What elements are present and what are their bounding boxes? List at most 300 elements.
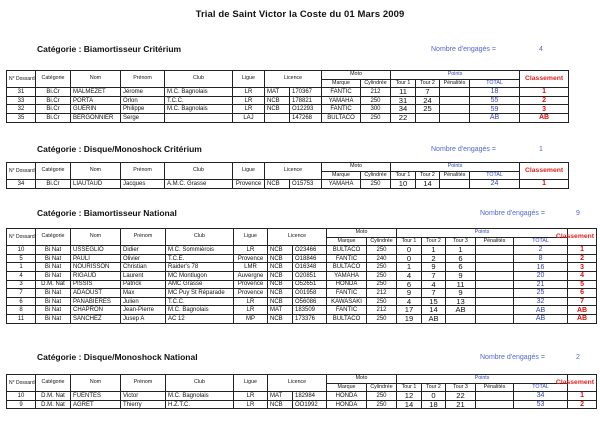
cell-club: H.Z.T.C.	[166, 400, 234, 409]
cell-cat: Bi Nat	[36, 246, 71, 255]
cell-ligue: LR	[234, 297, 268, 306]
cell-t2: AB	[422, 314, 446, 323]
cell-prenom: Philippe	[121, 105, 165, 114]
cell-nom: PISSIS	[71, 280, 121, 289]
header-dossard: N° Dossard	[7, 375, 36, 392]
cell-dossard: 9	[7, 400, 36, 409]
cell-lic2: O18846	[293, 254, 327, 263]
header-tour3: Tour 3	[446, 237, 476, 246]
cell-dossard: 34	[7, 180, 36, 189]
cell-rank: 6	[568, 289, 597, 298]
header-points: Points	[391, 71, 520, 80]
header-classement: Classement	[520, 163, 569, 180]
cell-total: 8	[514, 254, 568, 263]
cell-nom: BERGONNIER	[71, 113, 121, 122]
cell-t1: 4	[397, 297, 422, 306]
cell-pen	[440, 113, 470, 122]
cell-ligue: LAJ	[233, 113, 265, 122]
header-nom: Nom	[71, 229, 121, 246]
cell-marque: FANTIC	[327, 306, 367, 315]
cell-t2: 24	[416, 96, 440, 105]
cell-nom: GUERIN	[71, 105, 121, 114]
cell-t2: 7	[416, 88, 440, 97]
engages-value: 2	[576, 354, 580, 361]
header-penalites: Pénalités	[476, 383, 514, 392]
cell-t1: 31	[391, 96, 416, 105]
cell-cyl: 250	[361, 180, 391, 189]
header-marque: Marque	[327, 383, 367, 392]
cell-t1: 22	[391, 113, 416, 122]
cell-lic1: NCB	[268, 246, 293, 255]
header-penalites: Pénalités	[476, 237, 514, 246]
cell-marque: YAMAHA	[322, 96, 361, 105]
cell-cat: Bi Nat	[36, 263, 71, 272]
cell-lic1: NCB	[268, 289, 293, 298]
cell-rank: 1	[520, 180, 569, 189]
cell-lic2: 182984	[293, 392, 327, 401]
cell-ligue: LMR	[234, 263, 268, 272]
cell-lic2: 178821	[290, 96, 322, 105]
cell-cat: Bi Nat	[36, 297, 71, 306]
header-points: Points	[397, 229, 568, 238]
cell-rank: 2	[568, 400, 597, 409]
cell-cyl: 250	[367, 280, 397, 289]
cell-prenom: Christian	[121, 263, 166, 272]
table-row	[7, 246, 597, 255]
engages-label: Nombre d'engagés =	[480, 210, 545, 217]
header-points: Points	[391, 163, 520, 172]
cell-prenom: Jérome	[121, 88, 165, 97]
category-title: Catégorie : Disque/Monoshock National	[37, 352, 198, 362]
cell-club: Raider's 78	[166, 263, 234, 272]
cell-club: M.C. Bagnolais	[165, 88, 233, 97]
cell-rank: AB	[568, 314, 597, 323]
cell-prenom: Jacques	[121, 180, 165, 189]
cell-ligue: LR	[233, 88, 265, 97]
cell-marque: HONDA	[327, 400, 367, 409]
cell-lic1: NCB	[265, 180, 290, 189]
cell-dossard: 32	[7, 105, 36, 114]
cell-pen	[440, 88, 470, 97]
cell-t3: 13	[446, 297, 476, 306]
cell-prenom: Jusep A	[121, 314, 166, 323]
cell-total: 16	[514, 263, 568, 272]
table-row	[7, 263, 597, 272]
cell-prenom: Patrick	[121, 280, 166, 289]
cell-prenom: Victor	[121, 392, 166, 401]
header-licence: Licence	[265, 163, 322, 180]
cell-t2: 9	[422, 263, 446, 272]
table-row	[7, 392, 597, 401]
cell-pen	[476, 254, 514, 263]
cell-total: 20	[514, 271, 568, 280]
header-tour3: Tour 3	[446, 383, 476, 392]
engages-count	[431, 46, 543, 53]
cell-t1: 19	[397, 314, 422, 323]
cell-lic2: O01958	[293, 289, 327, 298]
cell-t2: 4	[422, 280, 446, 289]
category-title: Catégorie : Biamortisseur National	[37, 208, 177, 218]
cell-cat: Bi.Cr	[36, 113, 71, 122]
header-licence: Licence	[265, 71, 322, 88]
header-ligue: Ligue	[234, 229, 268, 246]
cell-club	[165, 113, 233, 122]
engages-label: Nombre d'engagés =	[431, 146, 496, 153]
cell-club: M.C. Bagnolais	[165, 105, 233, 114]
cell-cyl: 250	[367, 400, 397, 409]
cell-t2: 7	[422, 271, 446, 280]
cell-marque: HONDA	[327, 392, 367, 401]
cell-t2: 14	[416, 180, 440, 189]
results-table	[6, 70, 569, 123]
cell-ligue: MP	[234, 314, 268, 323]
header-ligue: Ligue	[234, 375, 268, 392]
header-dossard: N° Dossard	[7, 163, 36, 180]
header-marque: Marque	[322, 79, 361, 88]
cell-lic1: NCB	[265, 105, 290, 114]
cell-t3: 1	[446, 246, 476, 255]
cell-total: AB	[470, 113, 520, 122]
cell-club: M.C. Sommièrois	[166, 246, 234, 255]
cell-lic2: OO1992	[293, 400, 327, 409]
cell-dossard: 11	[7, 314, 36, 323]
cell-t2: 25	[416, 105, 440, 114]
header-licence: Licence	[268, 375, 327, 392]
table-row	[7, 306, 597, 315]
header-moto: Moto	[327, 229, 397, 238]
category-title: Catégorie : Biamortisseur Critérium	[37, 44, 182, 54]
cell-t3: 9	[446, 289, 476, 298]
header-moto: Moto	[327, 375, 397, 384]
cell-t1: 34	[391, 105, 416, 114]
cell-prenom: Max	[121, 289, 166, 298]
cell-lic1: MAT	[268, 306, 293, 315]
header-categorie: Catégorie	[36, 163, 71, 180]
cell-ligue: LR	[234, 400, 268, 409]
header-nom: Nom	[71, 71, 121, 88]
header-total: TOTAL	[514, 237, 568, 246]
cell-t3: 9	[446, 271, 476, 280]
cell-t1: 1	[397, 263, 422, 272]
header-cylindree: Cylindrée	[367, 383, 397, 392]
table-row	[7, 280, 597, 289]
results-table	[6, 228, 597, 324]
cell-ligue: LR	[234, 306, 268, 315]
cell-t1: 6	[397, 280, 422, 289]
header-total: TOTAL	[470, 79, 520, 88]
cell-t1: 14	[397, 400, 422, 409]
cell-cat: Bi Nat	[36, 254, 71, 263]
header-marque: Marque	[322, 171, 361, 180]
cell-cat: D.M. Nat	[36, 392, 71, 401]
cell-rank: 3	[520, 105, 569, 114]
cell-ligue: Auvergne	[234, 271, 268, 280]
cell-dossard: 7	[7, 289, 36, 298]
cell-rank: 5	[568, 280, 597, 289]
cell-nom: SANCHEZ	[71, 314, 121, 323]
table-row	[7, 297, 597, 306]
cell-club: AC 12	[166, 314, 234, 323]
cell-total: 55	[470, 96, 520, 105]
header-tour2: Tour 2	[416, 79, 440, 88]
cell-nom: LIAUTAUD	[71, 180, 121, 189]
cell-pen	[440, 180, 470, 189]
cell-lic1: NCB	[268, 271, 293, 280]
cell-pen	[476, 297, 514, 306]
cell-pen	[476, 314, 514, 323]
cell-marque: YAMAHA	[327, 271, 367, 280]
cell-lic2: 170367	[290, 88, 322, 97]
cell-pen	[476, 289, 514, 298]
cell-nom: RIGAUD	[71, 271, 121, 280]
cell-cyl: 212	[367, 289, 397, 298]
header-penalites: Pénalités	[440, 79, 470, 88]
cell-lic2: O15753	[290, 180, 322, 189]
cell-t2: 0	[422, 392, 446, 401]
cell-cyl: 212	[361, 88, 391, 97]
cell-prenom: Laurent	[121, 271, 166, 280]
cell-prenom: Jean-Pierre	[121, 306, 166, 315]
cell-pen	[440, 96, 470, 105]
cell-cyl: 250	[361, 113, 391, 122]
cell-t2: 1	[422, 246, 446, 255]
cell-t1: 9	[397, 289, 422, 298]
cell-prenom: Thierry	[121, 400, 166, 409]
header-ligue: Ligue	[233, 163, 265, 180]
header-total: TOTAL	[470, 171, 520, 180]
cell-prenom: Didier	[121, 246, 166, 255]
cell-cat: Bi.Cr	[36, 88, 71, 97]
cell-rank: 1	[568, 246, 597, 255]
cell-t3: 11	[446, 280, 476, 289]
cell-rank: 3	[568, 263, 597, 272]
cell-ligue: LR	[234, 246, 268, 255]
cell-cyl: 250	[367, 246, 397, 255]
header-tour1: Tour 1	[391, 79, 416, 88]
cell-rank: 1	[520, 88, 569, 97]
table-row	[7, 113, 569, 122]
header-classement: Classement	[568, 229, 597, 246]
header-categorie: Catégorie	[36, 229, 71, 246]
cell-lic2: 173376	[293, 314, 327, 323]
cell-club: MC Puy St Réparade	[166, 289, 234, 298]
header-nom: Nom	[71, 163, 121, 180]
cell-ligue: Provence	[234, 289, 268, 298]
cell-lic2: O56086	[293, 297, 327, 306]
cell-marque: KAWASAKI	[327, 297, 367, 306]
cell-nom: PORTA	[71, 96, 121, 105]
cell-nom: ADAOUST	[71, 289, 121, 298]
cell-marque: BULTACO	[327, 246, 367, 255]
header-cylindree: Cylindrée	[361, 171, 391, 180]
cell-ligue: Provence	[233, 180, 265, 189]
cell-dossard: 8	[7, 306, 36, 315]
cell-total: 21	[514, 280, 568, 289]
cell-t1: 0	[397, 254, 422, 263]
cell-pen	[476, 392, 514, 401]
cell-cyl: 250	[361, 96, 391, 105]
cell-nom: PANABIERES	[71, 297, 121, 306]
cell-total: 34	[514, 392, 568, 401]
cell-nom: NOURISSON	[71, 263, 121, 272]
header-tour1: Tour 1	[397, 237, 422, 246]
cell-pen	[476, 263, 514, 272]
cell-t2: 7	[422, 289, 446, 298]
cell-cyl: 250	[367, 263, 397, 272]
cell-lic1: NCB	[265, 96, 290, 105]
cell-club: M.C. Bagnolais	[166, 392, 234, 401]
cell-total: 53	[514, 400, 568, 409]
engages-count	[480, 354, 580, 361]
header-categorie: Catégorie	[36, 375, 71, 392]
table-row	[7, 180, 569, 189]
cell-cat: Bi Nat	[36, 314, 71, 323]
cell-ligue: LR	[233, 105, 265, 114]
results-table	[6, 162, 569, 189]
cell-club: AMC Grasse	[166, 280, 234, 289]
cell-cyl: 250	[367, 271, 397, 280]
cell-t3: 6	[446, 263, 476, 272]
cell-nom: MALMEZET	[71, 88, 121, 97]
header-moto: Moto	[322, 71, 391, 80]
cell-club: M.C. Bagnolais	[166, 306, 234, 315]
header-club: Club	[165, 163, 233, 180]
cell-cyl: 240	[367, 254, 397, 263]
cell-dossard: 6	[7, 297, 36, 306]
cell-lic2: O12293	[290, 105, 322, 114]
cell-cat: Bi.Cr	[36, 105, 71, 114]
table-row	[7, 271, 597, 280]
cell-t3	[446, 314, 476, 323]
cell-lic2: O16348	[293, 263, 327, 272]
cell-cyl: 212	[367, 306, 397, 315]
cell-rank: 2	[520, 96, 569, 105]
cell-t1: 10	[391, 180, 416, 189]
cell-rank: AB	[520, 113, 569, 122]
table-row	[7, 289, 597, 298]
cell-ligue: LR	[234, 392, 268, 401]
engages-value: 1	[539, 146, 543, 153]
cell-dossard: 1	[7, 263, 36, 272]
cell-prenom: Julien	[121, 297, 166, 306]
cell-dossard: 35	[7, 113, 36, 122]
cell-nom: FUENTES	[71, 392, 121, 401]
engages-label: Nombre d'engagés =	[431, 46, 496, 53]
cell-t3: AB	[446, 306, 476, 315]
cell-club: T.C.E.	[166, 254, 234, 263]
header-cylindree: Cylindrée	[367, 237, 397, 246]
cell-total: 32	[514, 297, 568, 306]
engages-label: Nombre d'engagés =	[480, 354, 545, 361]
cell-total: AB	[514, 306, 568, 315]
cell-t3: 6	[446, 254, 476, 263]
cell-club: A.M.C. Grasse	[165, 180, 233, 189]
cell-nom: USSEGLIO	[71, 246, 121, 255]
cell-t2: 15	[422, 297, 446, 306]
header-tour2: Tour 2	[422, 237, 446, 246]
cell-t2: 2	[422, 254, 446, 263]
cell-lic1: NCB	[268, 280, 293, 289]
header-ligue: Ligue	[233, 71, 265, 88]
cell-ligue: LR	[233, 96, 265, 105]
cell-rank: AB	[568, 306, 597, 315]
header-tour2: Tour 2	[422, 383, 446, 392]
cell-club: MC Montlugon	[166, 271, 234, 280]
cell-marque: FANTIC	[327, 254, 367, 263]
cell-lic1: MAT	[265, 88, 290, 97]
cell-rank: 1	[568, 392, 597, 401]
cell-club: T.C.C.	[166, 297, 234, 306]
header-classement: Classement	[568, 375, 597, 392]
cell-dossard: 10	[7, 246, 36, 255]
cell-prenom: Olivier	[121, 254, 166, 263]
cell-dossard: 33	[7, 96, 36, 105]
cell-t1: 12	[397, 392, 422, 401]
header-dossard: N° Dossard	[7, 71, 36, 88]
cell-t3: 22	[446, 392, 476, 401]
header-classement: Classement	[520, 71, 569, 88]
header-categorie: Catégorie	[36, 71, 71, 88]
cell-nom: CHAPRON	[71, 306, 121, 315]
header-tour1: Tour 1	[391, 171, 416, 180]
cell-total: 25	[514, 289, 568, 298]
cell-ligue: Provence	[234, 280, 268, 289]
cell-lic2: O23466	[293, 246, 327, 255]
category-title: Catégorie : Disque/Monoshock Critérium	[37, 144, 202, 154]
header-total: TOTAL	[514, 383, 568, 392]
cell-t1: 4	[397, 271, 422, 280]
results-table	[6, 374, 597, 409]
cell-t2	[416, 113, 440, 122]
table-row	[7, 105, 569, 114]
cell-pen	[440, 105, 470, 114]
header-prenom: Prénom	[121, 71, 165, 88]
table-row	[7, 254, 597, 263]
engages-count	[480, 210, 580, 217]
header-dossard: N° Dossard	[7, 229, 36, 246]
cell-t2: 18	[422, 400, 446, 409]
header-licence: Licence	[268, 229, 327, 246]
cell-cyl: 300	[361, 105, 391, 114]
cell-marque: HONDA	[327, 280, 367, 289]
cell-cyl: 250	[367, 297, 397, 306]
header-marque: Marque	[327, 237, 367, 246]
header-moto: Moto	[322, 163, 391, 172]
header-club: Club	[166, 229, 234, 246]
engages-value: 9	[576, 210, 580, 217]
cell-lic1: NCB	[268, 263, 293, 272]
cell-cyl: 250	[367, 392, 397, 401]
cell-nom: PAULI	[71, 254, 121, 263]
header-club: Club	[166, 375, 234, 392]
header-penalites: Pénalités	[440, 171, 470, 180]
cell-total: 24	[470, 180, 520, 189]
cell-prenom: Orlon	[121, 96, 165, 105]
cell-lic2: O52651	[293, 280, 327, 289]
cell-cat: D.M. Nat	[36, 280, 71, 289]
cell-cat: Bi Nat	[36, 289, 71, 298]
cell-pen	[476, 306, 514, 315]
engages-value: 4	[539, 46, 543, 53]
cell-cat: Bi Nat	[36, 306, 71, 315]
cell-marque: FANTIC	[322, 105, 361, 114]
cell-total: 18	[470, 88, 520, 97]
cell-lic1: MAT	[268, 392, 293, 401]
engages-count	[431, 146, 543, 153]
cell-total: 59	[470, 105, 520, 114]
cell-nom: AGRET	[71, 400, 121, 409]
table-row	[7, 96, 569, 105]
